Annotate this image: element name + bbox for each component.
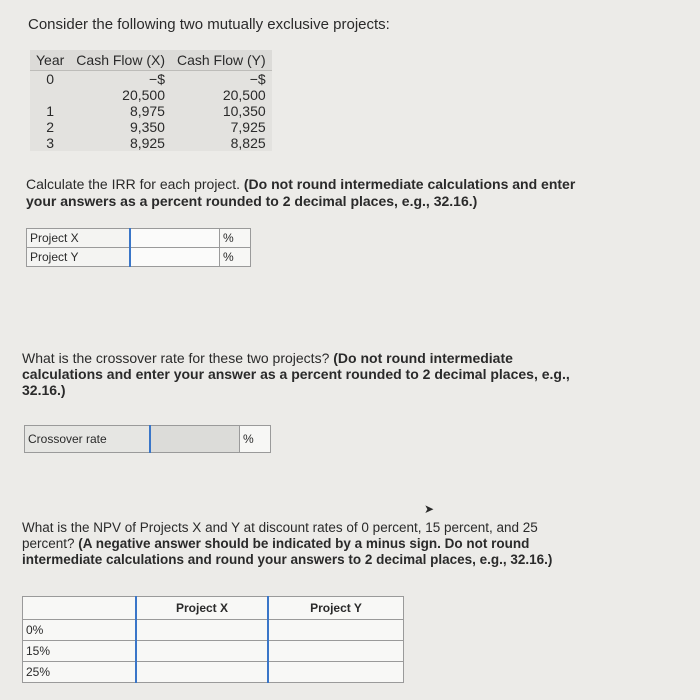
col-header-year: Year <box>30 50 70 71</box>
cash-flow-x-cell: 9,350 <box>129 119 165 135</box>
irr-question <box>26 176 606 210</box>
npv-header-row <box>23 597 404 620</box>
npv-input-project-y-25[interactable] <box>268 662 404 683</box>
cash-flow-y-cell: 10,350 <box>222 103 266 119</box>
irr-input-project-y[interactable] <box>130 248 220 267</box>
crossover-label: Crossover rate <box>25 426 151 453</box>
npv-question-text: What is the NPV of Projects X and Y at discount rates of 0 percent, 15 percent, and 25 percent? <box>22 520 538 551</box>
cash-flow-x-cell: 8,925 <box>129 135 165 151</box>
table-row <box>30 71 272 104</box>
npv-question <box>22 520 582 568</box>
crossover-question <box>22 350 592 398</box>
irr-label-project-x: Project X <box>27 229 131 248</box>
npv-input-project-y-15[interactable] <box>268 641 404 662</box>
npv-input-project-y-0[interactable] <box>268 620 404 641</box>
irr-row-project-x <box>27 229 251 248</box>
irr-label-project-y: Project Y <box>27 248 131 267</box>
npv-row-15 <box>23 641 404 662</box>
npv-rate-label: 25% <box>23 662 137 683</box>
npv-input-project-x-25[interactable] <box>136 662 268 683</box>
cash-flow-x-cell: −$ 20,500 <box>122 71 165 103</box>
npv-row-25 <box>23 662 404 683</box>
percent-unit: % <box>220 248 251 267</box>
npv-rate-label: 15% <box>23 641 137 662</box>
mouse-cursor-icon: ➤ <box>424 502 435 516</box>
crossover-input[interactable] <box>150 426 240 453</box>
col-header-cash-flow-x: Cash Flow (X) <box>70 50 171 71</box>
cash-flow-x-cell: 8,975 <box>129 103 165 119</box>
cash-flow-y-cell: 8,825 <box>230 135 266 151</box>
table-row <box>30 103 272 119</box>
npv-input-project-x-15[interactable] <box>136 641 268 662</box>
year-cell: 1 <box>46 103 55 119</box>
intro-text: Consider the following two mutually exclusive projects: <box>28 16 390 33</box>
npv-row-0 <box>23 620 404 641</box>
npv-question-instructions: (A negative answer should be indicated by a minus sign. Do not round intermediate calculations and round your answers to 2 decimal places, e.g., 32.16.) <box>22 536 553 567</box>
table-row <box>30 119 272 135</box>
irr-row-project-y <box>27 248 251 267</box>
percent-unit: % <box>240 426 271 453</box>
col-header-cash-flow-y: Cash Flow (Y) <box>171 50 272 71</box>
npv-header-project-x: Project X <box>136 597 268 620</box>
npv-header-blank <box>23 597 137 620</box>
percent-unit: % <box>220 229 251 248</box>
npv-answer-table <box>22 596 404 683</box>
crossover-question-instructions: (Do not round intermediate calculations and enter your answer as a percent rounded to 2 decimal places, e.g., 32.16.) <box>22 350 570 398</box>
npv-rate-label: 0% <box>23 620 137 641</box>
irr-input-project-x[interactable] <box>130 229 220 248</box>
crossover-answer-table <box>24 425 271 453</box>
table-row <box>30 135 272 151</box>
year-cell: 2 <box>46 119 55 135</box>
year-cell: 0 <box>46 71 55 87</box>
irr-question-text: Calculate the IRR for each project. <box>26 176 244 192</box>
npv-header-project-y: Project Y <box>268 597 404 620</box>
crossover-row <box>25 426 271 453</box>
cash-flow-y-cell: −$ 20,500 <box>222 71 266 103</box>
year-cell: 3 <box>46 135 55 151</box>
irr-question-instructions: (Do not round intermediate calculations and enter your answers as a percent rounded to 2 decimal places, e.g., 32.16.) <box>26 176 576 209</box>
npv-input-project-x-0[interactable] <box>136 620 268 641</box>
irr-answer-table <box>26 228 251 267</box>
cash-flow-y-cell: 7,925 <box>230 119 266 135</box>
crossover-question-text: What is the crossover rate for these two projects? <box>22 350 334 366</box>
cash-flow-table <box>30 50 272 151</box>
